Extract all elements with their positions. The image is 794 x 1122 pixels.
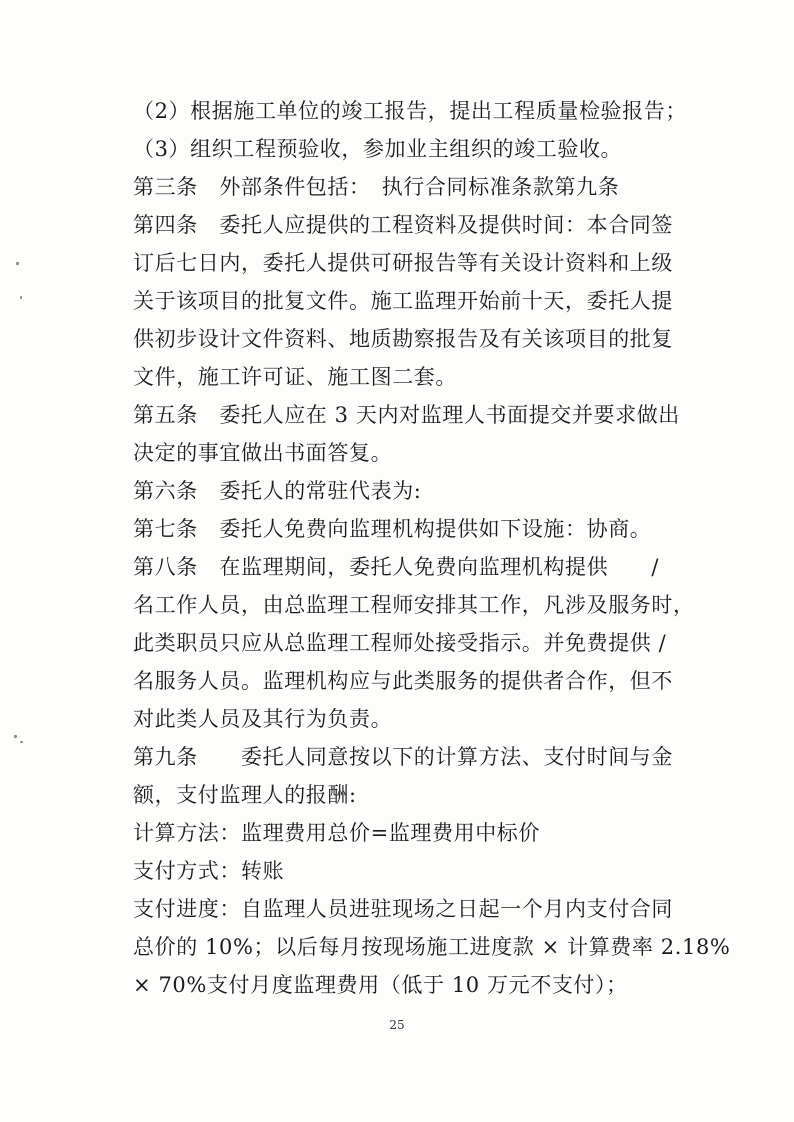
- text-line: 对此类人员及其行为负责。: [133, 707, 393, 731]
- text-line: 第八条 在监理期间，委托人免费向监理机构提供 /: [133, 555, 660, 579]
- scan-artifact: [20, 296, 22, 299]
- text-line: 决定的事宜做出书面答复。: [133, 441, 393, 465]
- text-line: 额，支付监理人的报酬:: [133, 783, 357, 807]
- text-line: 供初步设计文件资料、地质勘察报告及有关该项目的批复: [133, 327, 673, 351]
- page-number: 25: [389, 1018, 405, 1032]
- text-line: 支付进度：自监理人员进驻现场之日起一个月内支付合同: [133, 897, 673, 921]
- text-line: （2）根据施工单位的竣工报告，提出工程质量检验报告；: [133, 99, 687, 123]
- text-line: 第七条 委托人免费向监理机构提供如下设施：协商。: [133, 517, 652, 541]
- text-line: 第三条 外部条件包括： 执行合同标准条款第九条: [133, 175, 620, 199]
- text-line: 总价的 10%；以后每月按现场施工进度款 × 计算费率 2.18%: [133, 935, 731, 959]
- text-line: 支付方式：转账: [133, 859, 285, 883]
- text-line: 计算方法：监理费用总价=监理费用中标价: [133, 821, 540, 845]
- text-line: 第五条 委托人应在 3 天内对监理人书面提交并要求做出: [133, 403, 680, 427]
- document-body: [133, 92, 731, 1004]
- text-line: 此类职员只应从总监理工程师处接受指示。并免费提供 /: [133, 631, 667, 655]
- scan-artifact: [16, 262, 19, 265]
- text-line: 订后七日内，委托人提供可研报告等有关设计资料和上级: [133, 251, 673, 275]
- text-line: × 70%支付月度监理费用（低于 10 万元不支付）；: [133, 973, 628, 997]
- text-line: （3）组织工程预验收，参加业主组织的竣工验收。: [133, 137, 623, 161]
- text-line: 第九条 委托人同意按以下的计算方法、支付时间与金: [133, 745, 673, 769]
- scan-artifact: [14, 735, 17, 738]
- text-line: 第六条 委托人的常驻代表为:: [133, 479, 422, 503]
- text-line: 名工作人员，由总监理工程师安排其工作，凡涉及服务时，: [133, 593, 695, 617]
- text-line: 名服务人员。监理机构应与此类服务的提供者合作，但不: [133, 669, 673, 693]
- text-line: 文件，施工许可证、施工图二套。: [133, 365, 457, 389]
- text-line: 关于该项目的批复文件。施工监理开始前十天，委托人提: [133, 289, 673, 313]
- text-line: 第四条 委托人应提供的工程资料及提供时间：本合同签: [133, 213, 673, 237]
- scan-artifact: [20, 741, 23, 743]
